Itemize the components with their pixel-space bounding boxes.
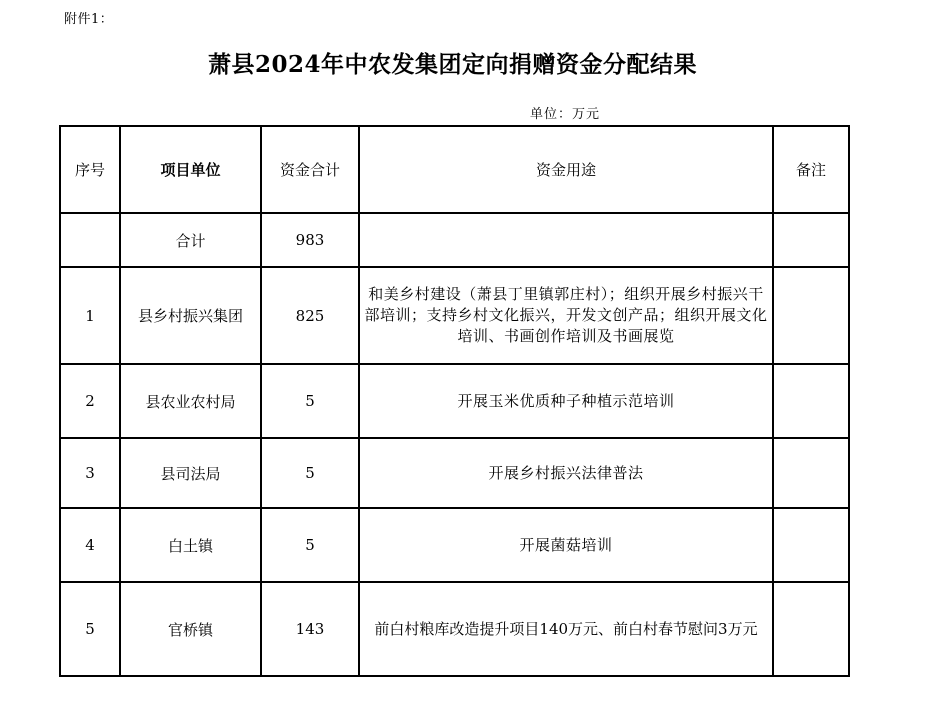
unit-label: 单位：万元: [530, 107, 601, 122]
table-row: [60, 364, 849, 438]
header-index: 序号: [60, 126, 120, 213]
row-note: [773, 438, 849, 508]
row-index: 3: [60, 438, 120, 508]
table-row: [60, 508, 849, 582]
row-index: 2: [60, 364, 120, 438]
header-total: 资金合计: [261, 126, 359, 213]
total-index: [60, 213, 120, 267]
row-unit: 县农业农村局: [120, 364, 261, 438]
row-usage: 开展玉米优质种子种植示范培训: [359, 364, 773, 438]
row-total: 5: [261, 438, 359, 508]
header-usage: 资金用途: [359, 126, 773, 213]
row-note: [773, 508, 849, 582]
row-total: 5: [261, 508, 359, 582]
page-title: 萧县2024年中农发集团定向捐赠资金分配结果: [207, 51, 697, 78]
row-note: [773, 582, 849, 676]
row-unit: 官桥镇: [120, 582, 261, 676]
allocation-table: [59, 125, 850, 677]
row-unit: 白土镇: [120, 508, 261, 582]
row-index: 1: [60, 267, 120, 364]
row-total: 825: [261, 267, 359, 364]
total-row: [60, 213, 849, 267]
header-unit: 项目单位: [120, 126, 261, 213]
table-row: [60, 267, 849, 364]
row-note: [773, 364, 849, 438]
total-unit: 合计: [120, 213, 261, 267]
row-usage: 和美乡村建设（萧县丁里镇郭庄村）；组织开展乡村振兴干部培训；支持乡村文化振兴，开发文创产品；组织开展文化培训、书画创作培训及书画展览: [359, 267, 773, 364]
total-amount: 983: [261, 213, 359, 267]
row-usage: 开展菌菇培训: [359, 508, 773, 582]
total-usage: [359, 213, 773, 267]
row-total: 5: [261, 364, 359, 438]
table-header-row: [60, 126, 849, 213]
row-usage: 开展乡村振兴法律普法: [359, 438, 773, 508]
row-index: 4: [60, 508, 120, 582]
row-usage: 前白村粮库改造提升项目140万元、前白村春节慰问3万元: [359, 582, 773, 676]
attachment-label: 附件1：: [64, 12, 114, 27]
row-total: 143: [261, 582, 359, 676]
row-unit: 县乡村振兴集团: [120, 267, 261, 364]
table-row: [60, 582, 849, 676]
row-unit: 县司法局: [120, 438, 261, 508]
table-row: [60, 438, 849, 508]
row-note: [773, 267, 849, 364]
total-note: [773, 213, 849, 267]
header-note: 备注: [773, 126, 849, 213]
row-index: 5: [60, 582, 120, 676]
